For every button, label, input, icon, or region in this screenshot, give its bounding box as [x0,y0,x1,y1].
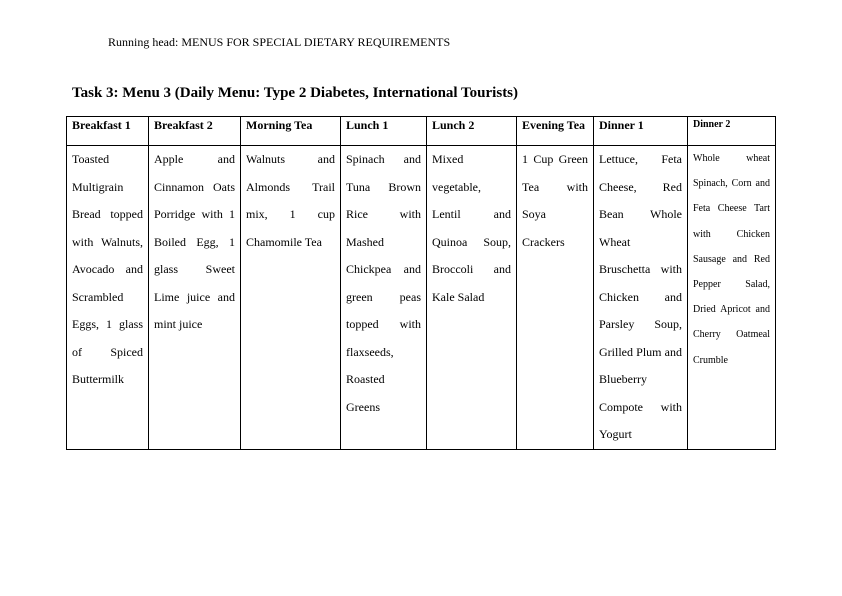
task-title: Task 3: Menu 3 (Daily Menu: Type 2 Diabetes, International Tourists) [72,85,519,101]
cell-dinner-1: Lettuce, Feta Cheese, Red Bean Whole Wheat Bruschetta with Chicken and Parsley Soup, Grilled Plum and Blueberry Compote with Yogurt [594,146,688,450]
cell-lunch-1: Spinach and Tuna Brown Rice with Mashed Chickpea and green peas topped with flaxseeds, Roasted Greens [341,146,427,450]
header-breakfast-2: Breakfast 2 [149,117,241,146]
header-breakfast-1: Breakfast 1 [67,117,149,146]
header-row [67,117,776,146]
header-evening-tea: Evening Tea [517,117,594,146]
running-head: Running head: MENUS FOR SPECIAL DIETARY REQUIREMENTS [108,35,451,49]
cell-breakfast-1: Toasted Multigrain Bread topped with Walnuts, Avocado and Scrambled Eggs, 1 glass of Spiced Buttermilk [67,146,149,450]
menu-table [66,116,776,450]
cell-morning-tea: Walnuts and Almonds Trail mix, 1 cup Chamomile Tea [241,146,341,450]
header-lunch-2: Lunch 2 [427,117,517,146]
cell-lunch-2: Mixed vegetable, Lentil and Quinoa Soup, Broccoli and Kale Salad [427,146,517,450]
cell-breakfast-2: Apple and Cinnamon Oats Porridge with 1 Boiled Egg, 1 glass Sweet Lime juice and mint juice [149,146,241,450]
cell-evening-tea: 1 Cup Green Tea with Soya Crackers [517,146,594,450]
header-dinner-2: Dinner 2 [688,117,776,146]
cell-dinner-2: Whole wheat Spinach, Corn and Feta Cheese Tart with Chicken Sausage and Red Pepper Salad, Dried Apricot and Cherry Oatmeal Crumble [688,146,776,450]
header-dinner-1: Dinner 1 [594,117,688,146]
header-morning-tea: Morning Tea [241,117,341,146]
table-row [67,146,776,450]
header-lunch-1: Lunch 1 [341,117,427,146]
